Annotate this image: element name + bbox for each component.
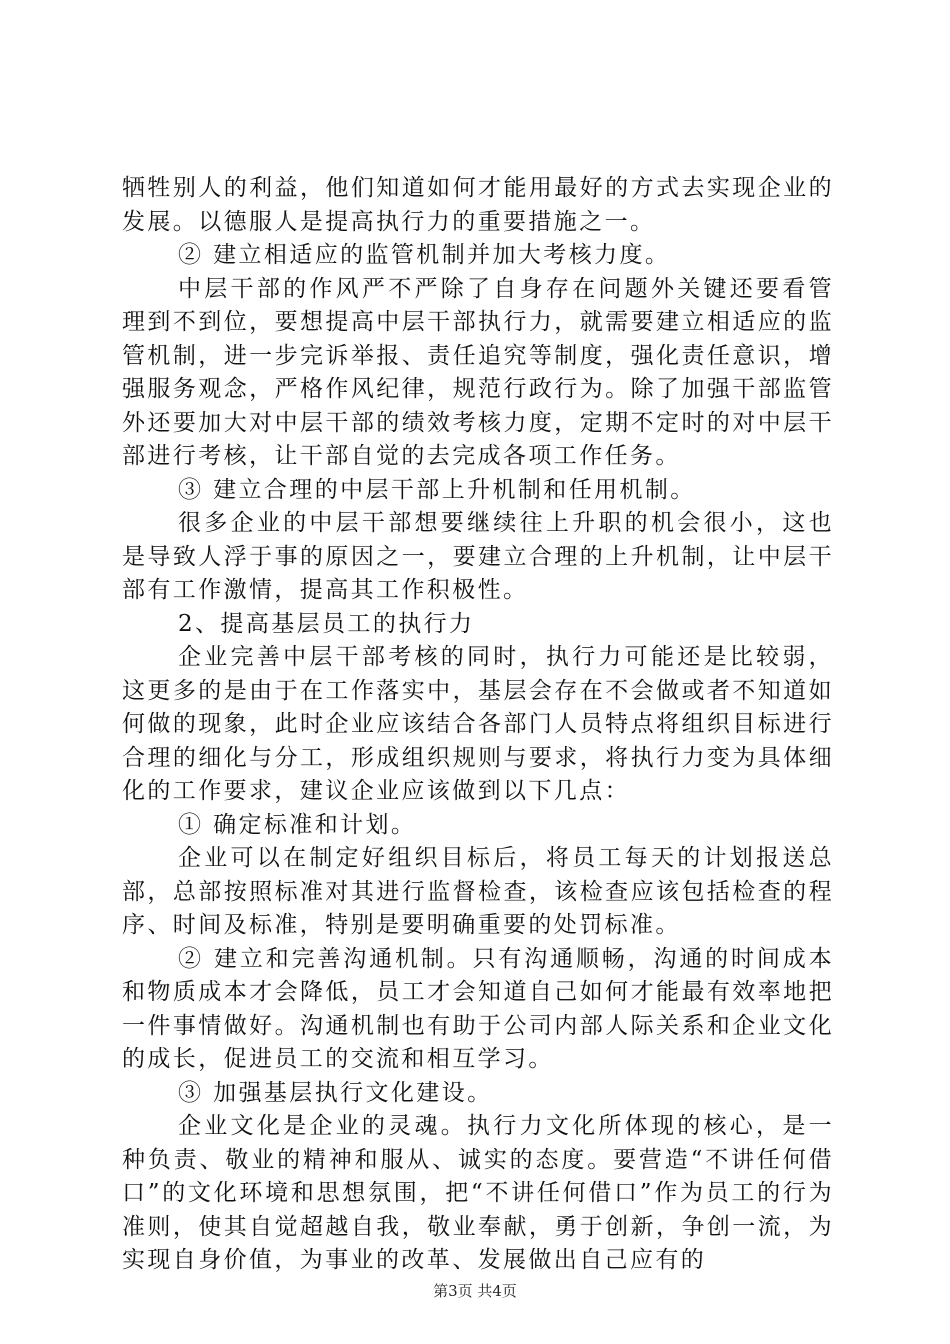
paragraph: 企业完善中层干部考核的同时，执行力可能还是比较弱，这更多的是由于在工作落实中，基层会存在不会做或者不知道如何做的现象，此时企业应该结合各部门人员特点将组织目标进行合理的细化与分工，形成组织规则与要求，将执行力变为具体细化的工作要求，建议企业应该做到以下几点： [122,644,834,804]
paragraph: ② 建立和完善沟通机制。只有沟通顺畅，沟通的时间成本和物质成本才会降低，员工才会知道自己如何才能最有效率地把一件事情做好。沟通机制也有助于公司内部人际关系和企业文化的成长，促进员工的交流和相互学习。 [122,945,834,1072]
list-item-heading: ① 确定标准和计划。 [178,811,417,838]
list-item-heading: ③ 建立合理的中层干部上升机制和任用机制。 [178,476,696,503]
paragraph: 很多企业的中层干部想要继续往上升职的机会很小，这也是导致人浮于事的原因之一，要建立合理的上升机制，让中层干部有工作激情，提高其工作积极性。 [122,510,834,603]
list-item-heading: ③ 加强基层执行文化建设。 [178,1079,493,1106]
page-number-footer: 第3页 共4页 [433,1282,517,1300]
paragraph: 企业可以在制定好组织目标后，将员工每天的计划报送总部，总部按照标准对其进行监督检查，该检查应该包括检查的程序、时间及标准，特别是要明确重要的处罚标准。 [122,845,834,938]
section-heading: 2、提高基层员工的执行力 [178,610,475,637]
paragraph: 企业文化是企业的灵魂。执行力文化所体现的核心，是一种负责、敬业的精神和服从、诚实的态度。要营造“不讲任何借口”的文化环境和思想氛围，把“不讲任何借口”作为员工的行为准则，使其自觉超越自我，敬业奉献，勇于创新，争创一流，为实现自身价值，为事业的改革、发展做出自己应有的 [122,1113,834,1273]
paragraph: 中层干部的作风严不严除了自身存在问题外关键还要看管理到不到位，要想提高中层干部执行力，就需要建立相适应的监管机制，进一步完诉举报、责任追究等制度，强化责任意识，增强服务观念，严格作风纪律，规范行政行为。除了加强干部监管外还要加大对中层干部的绩效考核力度，定期不定时的对中层干部进行考核，让干部自觉的去完成各项工作任务。 [122,275,834,469]
document-body [122,172,834,1278]
paragraph-continuation: 牺牲别人的利益，他们知道如何才能用最好的方式去实现企业的发展。以德服人是提高执行力的重要措施之一。 [122,175,834,235]
list-item-heading: ② 建立相适应的监管机制并加大考核力度。 [178,242,671,268]
